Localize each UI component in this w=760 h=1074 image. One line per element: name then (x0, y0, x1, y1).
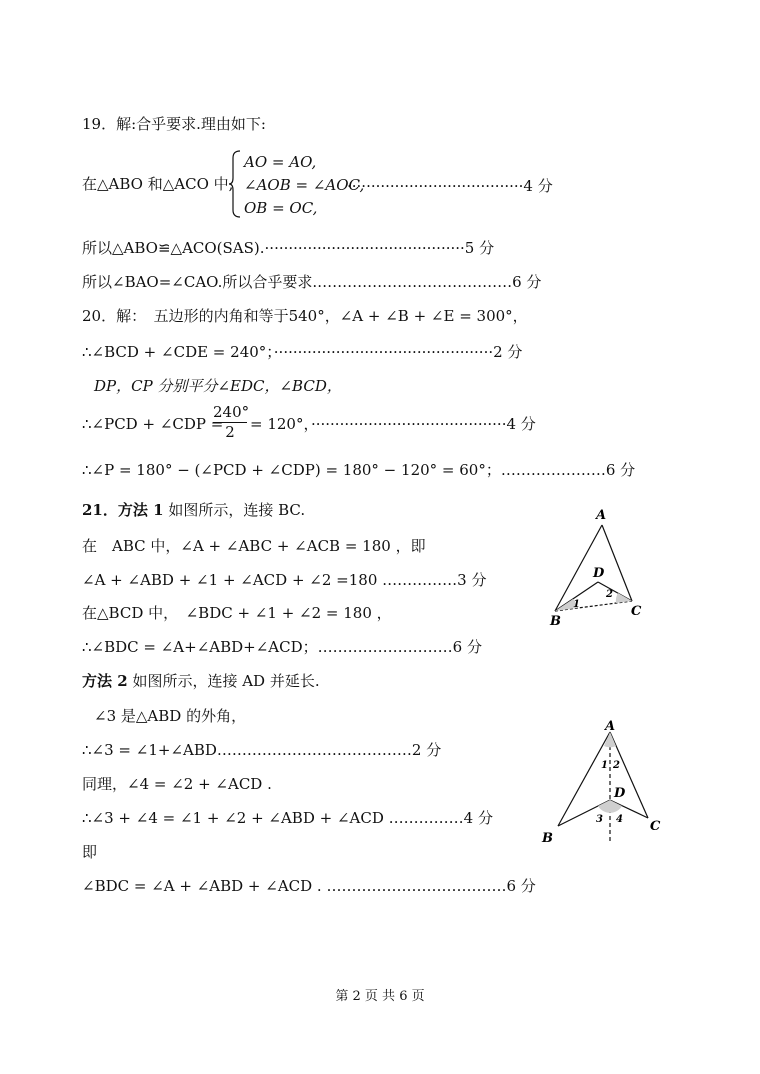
fig1-label-B: B (550, 614, 561, 629)
fig2-label-B: B (542, 831, 553, 846)
q21-line-5: ∴∠BDC = ∠A+∠ABD+∠ACD；………………………6 分 (82, 638, 482, 656)
fig1-label-D: D (593, 566, 605, 581)
q21-line-12: ∠BDC = ∠A + ∠ABD + ∠ACD . ………………………………6 分 (82, 877, 536, 895)
fig2-label-D: D (614, 786, 626, 801)
q19-heading: 19．解:合乎要求.理由如下: (82, 115, 266, 133)
method2-figure (530, 718, 670, 848)
q21-line-8: ∴∠3 = ∠1+∠ABD…………………………………2 分 (82, 741, 442, 759)
q20-fraction-numerator: 240° (213, 403, 250, 421)
fig2-angle-3: 3 (596, 814, 603, 825)
q19-triangle-intro: 在△ABO 和△ACO 中, (82, 175, 234, 193)
q20-line-2: ∴∠BCD + ∠CDE = 240°；··············································2 分 (82, 343, 523, 361)
q21-line-3: ∠A + ∠ABD + ∠1 + ∠ACD + ∠2 =180 ……………3 分 (82, 571, 487, 589)
fig1-angle-2: 2 (606, 589, 613, 600)
q20-line-4b: = 120°，·········································4 分 (250, 415, 536, 433)
fig2-angle-2: 2 (613, 760, 620, 771)
q19-score-4: ·····································4 分 (347, 177, 553, 195)
fig2-label-A: A (605, 719, 616, 734)
q19-brace (228, 150, 242, 218)
method1-figure (540, 505, 650, 630)
q19-condition-2: ∠AOB = ∠AOC, (244, 176, 365, 194)
q21-method2-instruction: 如图所示，连接 AD 并延长. (132, 672, 320, 690)
fig2-angle-1: 1 (601, 760, 608, 771)
q21-line-4: 在△BCD 中， ∠BDC + ∠1 + ∠2 = 180 ， (82, 604, 392, 622)
q20-fraction (213, 403, 250, 441)
fig1-label-C: C (631, 604, 642, 619)
q21-method1-instruction: 如图所示，连接 BC. (168, 501, 306, 519)
q19-condition-1: AO = AO, (244, 153, 317, 171)
q21-line-2: 在 ABC 中，∠A + ∠ABC + ∠ACB = 180 ，即 (82, 537, 426, 555)
q19-congruence: 所以△ABO≌△ACO(SAS).··········································5 分 (82, 239, 495, 257)
q20-line-5: ∴∠P = 180° − (∠PCD + ∠CDP) = 180° − 120° = 60°；…………………6 分 (82, 461, 636, 479)
q21-line-11: 即 (82, 843, 98, 861)
fig1-angle-1: 1 (573, 599, 580, 610)
fig1-label-A: A (596, 508, 607, 523)
q19-condition-3: OB = OC, (244, 199, 318, 217)
q20-line-3: DP，CP 分别平分∠EDC，∠BCD， (94, 377, 342, 395)
fig2-label-C: C (650, 819, 661, 834)
q21-method2-title: 方法 2 (82, 672, 128, 690)
q20-line-1: 20．解： 五边形的内角和等于540°，∠A + ∠B + ∠E = 300°， (82, 307, 528, 325)
q21-method1-title: 21．方法 1 (82, 501, 164, 519)
q20-fraction-denominator: 2 (225, 423, 235, 441)
q21-line-7: ∠3 是△ABD 的外角， (94, 707, 247, 725)
q21-line-10: ∴∠3 + ∠4 = ∠1 + ∠2 + ∠ABD + ∠ACD ……………4 分 (82, 809, 493, 827)
q21-line-9: 同理，∠4 = ∠2 + ∠ACD . (82, 775, 272, 793)
q20-line-4a: ∴∠PCD + ∠CDP = (82, 415, 224, 433)
page-footer: 第 2 页 共 6 页 (335, 989, 425, 1004)
q19-conclusion: 所以∠BAO=∠CAO.所以合乎要求.…………………………………6 分 (82, 273, 542, 291)
fig2-angle-4: 4 (616, 814, 623, 825)
